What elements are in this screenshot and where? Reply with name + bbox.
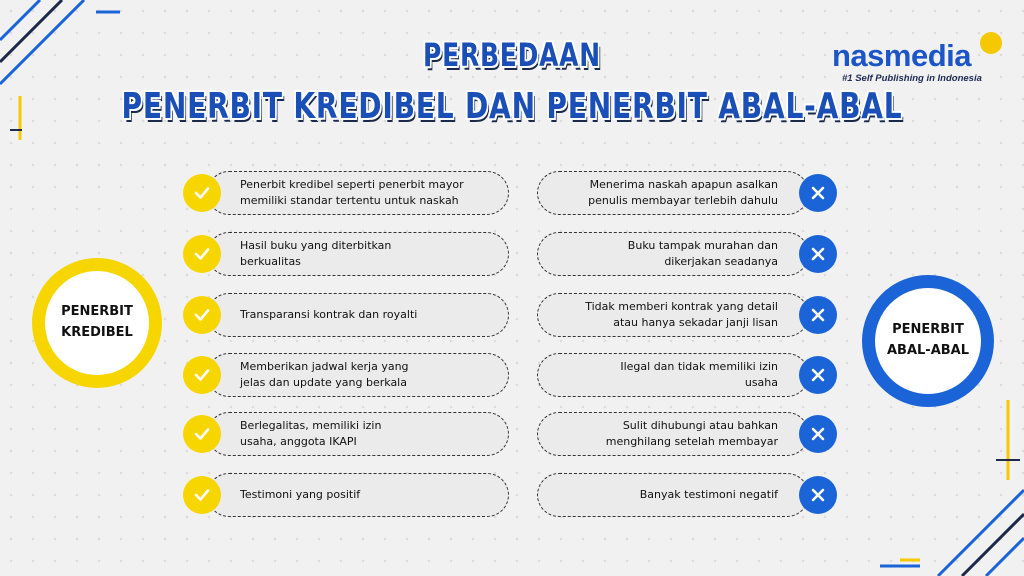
fake-item-text: Sulit dihubungi atau bahkan bbox=[622, 419, 778, 433]
credible-item-text: memiliki standar tertentu untuk naskah bbox=[240, 194, 459, 207]
credible-item-box bbox=[207, 293, 509, 337]
fake-item-text: Menerima naskah apapun asalkan bbox=[589, 178, 778, 192]
corner-decoration-bottom-right bbox=[880, 400, 1024, 576]
check-icon bbox=[183, 415, 221, 453]
credible-item-box bbox=[207, 353, 509, 397]
fake-label-line1: PENERBIT bbox=[892, 322, 964, 338]
fake-item-box bbox=[537, 412, 809, 456]
cross-icon bbox=[799, 235, 837, 273]
logo-wordmark: nasmedia bbox=[832, 38, 972, 73]
fake-item-text: Ilegal dan tidak memiliki izin bbox=[620, 360, 778, 374]
fake-item-text: penulis membayar terlebih dahulu bbox=[588, 194, 778, 207]
credible-item-text: jelas dan update yang berkala bbox=[240, 376, 407, 389]
credible-item-text: Hasil buku yang diterbitkan bbox=[240, 239, 392, 253]
credible-item-text: usaha, anggota IKAPI bbox=[240, 435, 357, 448]
cross-icon bbox=[799, 356, 837, 394]
check-icon bbox=[183, 356, 221, 394]
fake-item-box bbox=[537, 171, 809, 215]
fake-item-text: atau hanya sekadar janji lisan bbox=[613, 316, 778, 329]
cross-icon bbox=[799, 174, 837, 212]
title-line2: PENERBIT KREDIBEL DAN PENERBIT ABAL-ABAL bbox=[121, 86, 903, 127]
fake-item-text: Buku tampak murahan dan bbox=[627, 239, 778, 253]
fake-item-box bbox=[537, 293, 809, 337]
credible-item-text: Penerbit kredibel seperti penerbit mayor bbox=[240, 178, 464, 192]
fake-label-line2: ABAL-ABAL bbox=[886, 343, 970, 358]
cross-icon bbox=[799, 415, 837, 453]
logo bbox=[832, 40, 1002, 84]
credible-item-text: berkualitas bbox=[240, 255, 301, 268]
check-icon bbox=[183, 296, 221, 334]
credible-item-box bbox=[207, 232, 509, 276]
check-icon bbox=[183, 174, 221, 212]
fake-item-text: dikerjakan seadanya bbox=[664, 255, 778, 268]
fake-item-text: Tidak memberi kontrak yang detail bbox=[585, 300, 778, 314]
fake-item-text: usaha bbox=[744, 376, 778, 389]
logo-sun-icon bbox=[980, 32, 1002, 54]
credible-label-line1: PENERBIT bbox=[61, 304, 133, 320]
fake-item-box bbox=[537, 353, 809, 397]
fake-item-text: Banyak testimoni negatif bbox=[639, 488, 778, 502]
credible-publisher-circle bbox=[32, 258, 162, 388]
credible-item-box bbox=[207, 473, 509, 517]
credible-item-text: Memberikan jadwal kerja yang bbox=[240, 360, 409, 374]
logo-tagline: #1 Self Publishing in Indonesia bbox=[842, 73, 982, 84]
credible-item-text: Berlegalitas, memiliki izin bbox=[240, 419, 382, 433]
check-icon bbox=[183, 476, 221, 514]
fake-item-box bbox=[537, 473, 809, 517]
cross-icon bbox=[799, 476, 837, 514]
title-line1: PERBEDAAN bbox=[423, 36, 601, 74]
fake-publisher-circle bbox=[862, 275, 994, 407]
fake-item-box bbox=[537, 232, 809, 276]
cross-icon bbox=[799, 296, 837, 334]
check-icon bbox=[183, 235, 221, 273]
credible-item-box bbox=[207, 171, 509, 215]
credible-item-text: Transparansi kontrak dan royalti bbox=[240, 308, 418, 322]
credible-label-line2: KREDIBEL bbox=[61, 325, 133, 340]
credible-item-text: Testimoni yang positif bbox=[240, 488, 361, 502]
fake-item-text: menghilang setelah membayar bbox=[605, 435, 778, 448]
credible-item-box bbox=[207, 412, 509, 456]
